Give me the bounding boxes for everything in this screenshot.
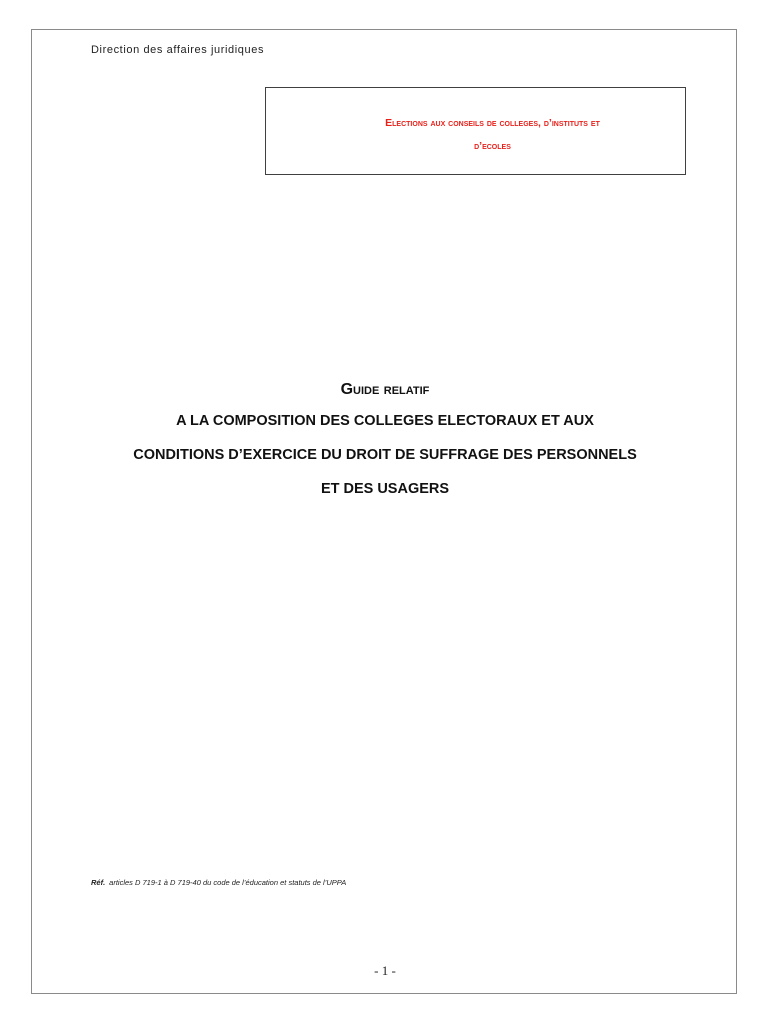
title-box-line2: d’ecoles xyxy=(474,140,511,152)
guide-title-line2: A LA COMPOSITION DES COLLEGES ELECTORAUX ET AUX xyxy=(176,413,594,429)
guide-title-line3: CONDITIONS D’EXERCICE DU DROIT DE SUFFRAGE DES PERSONNELS xyxy=(133,447,637,463)
guide-title-line4: ET DES USAGERS xyxy=(320,481,450,497)
reference-note xyxy=(91,878,346,887)
title-box-text xyxy=(266,112,685,158)
guide-title xyxy=(40,376,730,506)
header-department: Direction des affaires juridiques xyxy=(91,44,265,56)
reference-text: articles D 719-1 à D 719-40 du code de l’éducation et statuts de l’UPPA xyxy=(109,878,347,887)
page-number: - 1 - xyxy=(374,963,396,978)
title-box-line1: Elections aux conseils de colleges, d’instituts et xyxy=(385,117,600,129)
title-box xyxy=(265,87,686,175)
reference-label: Réf. xyxy=(91,878,106,887)
guide-title-line1: Guide relatif xyxy=(340,381,430,398)
